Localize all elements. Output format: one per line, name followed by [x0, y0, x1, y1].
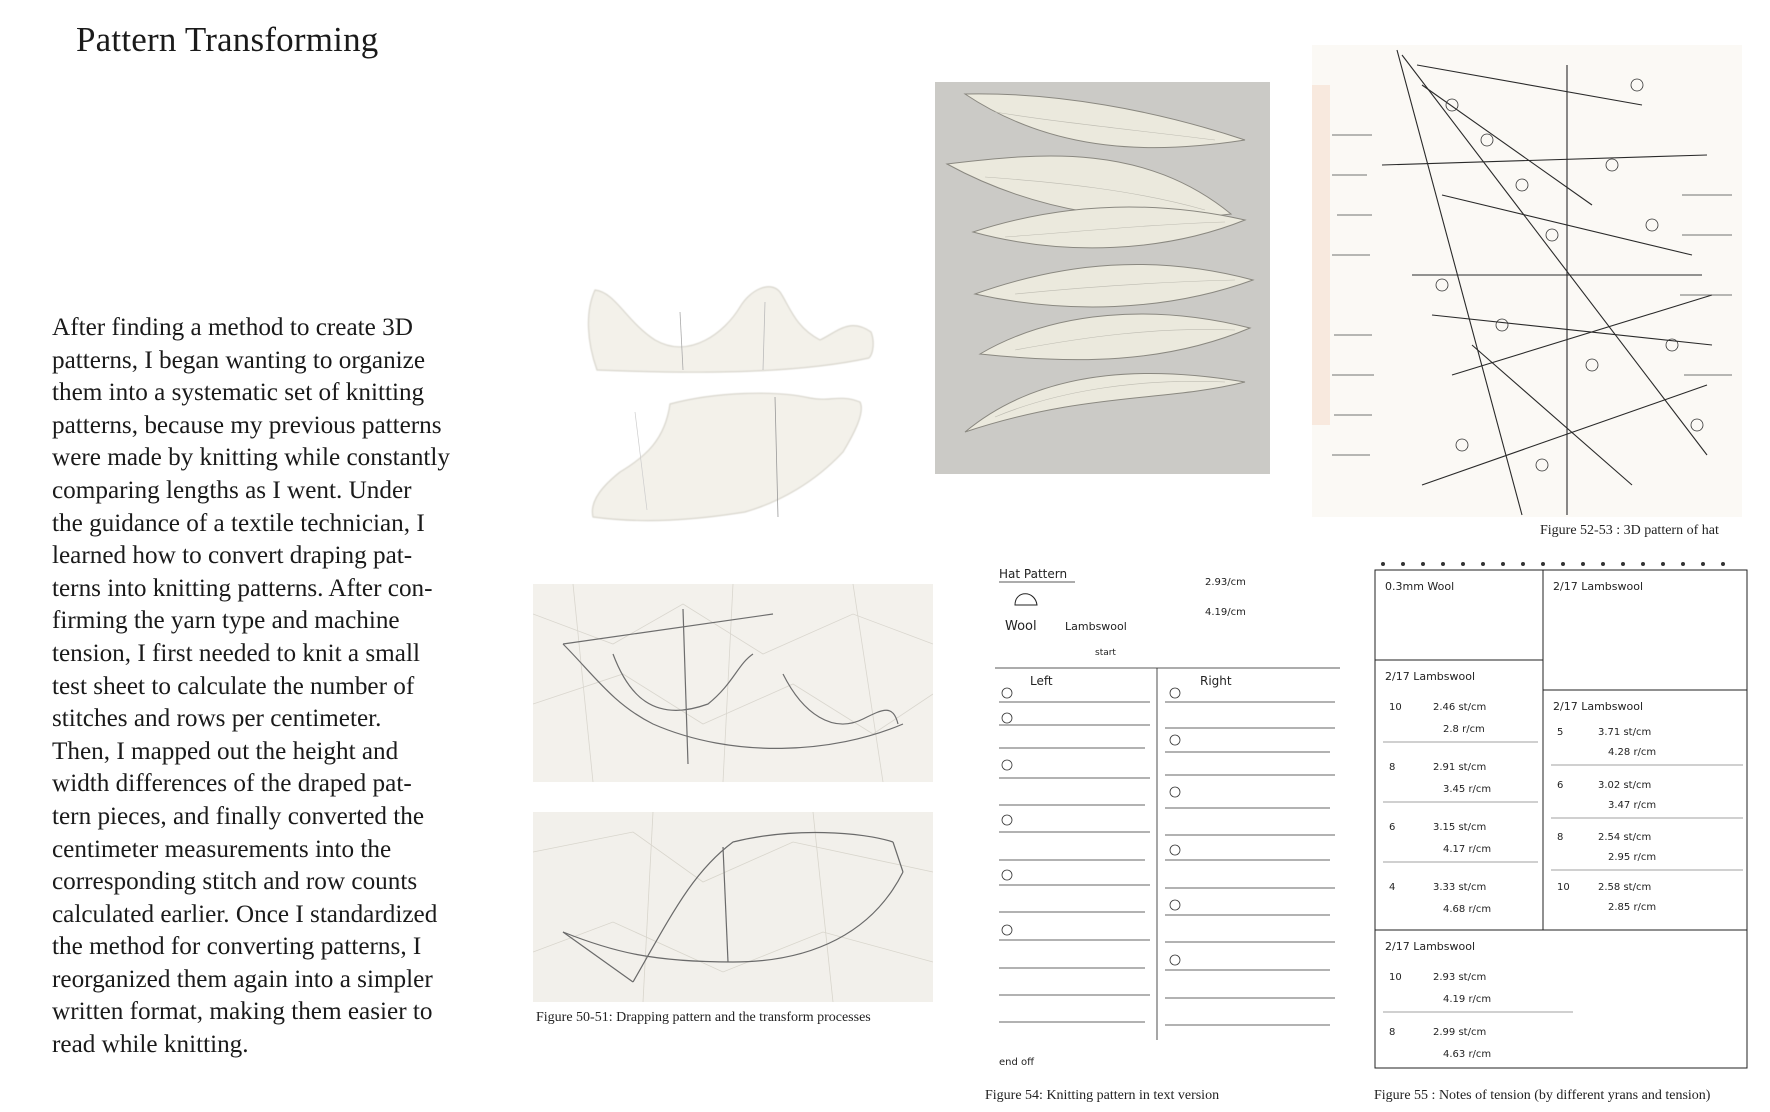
- tension-bottom-b-1: 4.19 r/cm: [1443, 994, 1492, 1005]
- notes-brand: Lambswool: [1065, 620, 1127, 633]
- tension-top-left: 0.3mm Wool: [1385, 580, 1455, 593]
- drape-pattern-photo-2: [533, 812, 933, 1002]
- tension-right-b-3: 2.95 r/cm: [1608, 852, 1657, 863]
- fabric-hat-pieces-photo: [935, 82, 1270, 474]
- tension-right-label-2: 6: [1557, 780, 1564, 791]
- tension-top-right: 2/17 Lambswool: [1553, 580, 1644, 593]
- tension-bottom-left: 2/17 Lambswool: [1385, 940, 1476, 953]
- tension-bottom-a-2: 2.99 st/cm: [1433, 1027, 1487, 1038]
- tension-left-label-2: 8: [1389, 762, 1396, 773]
- tension-left-a-4: 3.33 st/cm: [1433, 882, 1487, 893]
- caption-fig54: Figure 54: Knitting pattern in text version: [985, 1088, 1220, 1103]
- tension-right-a-4: 2.58 st/cm: [1598, 882, 1652, 893]
- tension-left-a-3: 3.15 st/cm: [1433, 822, 1487, 833]
- tension-left-label-3: 6: [1389, 822, 1396, 833]
- tension-left-label-4: 4: [1389, 882, 1396, 893]
- caption-fig52-53: Figure 52-53 : 3D pattern of hat: [1540, 523, 1719, 538]
- notes-left-col: Left: [1030, 674, 1053, 688]
- tension-right-label-3: 8: [1557, 832, 1564, 843]
- tension-mid-left: 2/17 Lambswool: [1385, 670, 1476, 683]
- notes-right-col: Right: [1200, 674, 1232, 688]
- paper-pattern-pieces-photo: [575, 262, 885, 532]
- body-paragraph: After finding a method to create 3D patterns, I began wanting to organize them into a systematic set of knitting patterns, because my previous patterns were made by knitting while constantly comparing lengths as I went. Under the guidance of a textile technician, I learned how to convert draping pat- terns into knitting patterns. After con- firming the yarn type and machine tension, I first needed to knit a small test sheet to calculate the number of stitches and rows per centimeter. Then, I mapped out the height and width differences of the draped pat- tern pieces, and finally converted the centimeter measurements into the corresponding stitch and row counts calculated earlier. Once I standardized the method for converting patterns, I reorganized them again into a simpler written format, making them easier to read while knitting.: [52, 314, 451, 1059]
- notes-header: Hat Pattern: [999, 567, 1068, 581]
- tension-left-b-4: 4.68 r/cm: [1443, 904, 1492, 915]
- caption-fig55: Figure 55 : Notes of tension (by different yrans and tension): [1374, 1088, 1711, 1103]
- tension-mid-right: 2/17 Lambswool: [1553, 700, 1644, 713]
- tension-left-a-1: 2.46 st/cm: [1433, 702, 1487, 713]
- tension-right-a-3: 2.54 st/cm: [1598, 832, 1652, 843]
- tension-right-b-4: 2.85 r/cm: [1608, 902, 1657, 913]
- drape-pattern-photo-1: [533, 584, 933, 782]
- tension-bottom-a-1: 2.93 st/cm: [1433, 972, 1487, 983]
- tension-left-b-3: 4.17 r/cm: [1443, 844, 1492, 855]
- tension-bottom-label-2: 8: [1389, 1027, 1396, 1038]
- tension-right-a-1: 3.71 st/cm: [1598, 727, 1652, 738]
- tension-bottom-b-2: 4.63 r/cm: [1443, 1049, 1492, 1060]
- notes-footer: end off: [999, 1057, 1035, 1068]
- knitting-pattern-notes: [985, 560, 1350, 1075]
- tension-right-label-4: 10: [1557, 882, 1570, 893]
- tension-right-label-1: 5: [1557, 727, 1564, 738]
- notes-start: start: [1095, 648, 1116, 658]
- tension-right-b-1: 4.28 r/cm: [1608, 747, 1657, 758]
- tension-notes: [1373, 560, 1749, 1070]
- tension-left-a-2: 2.91 st/cm: [1433, 762, 1487, 773]
- caption-fig50-51: Figure 50-51: Drapping pattern and the transform processes: [536, 1010, 871, 1025]
- hat-pattern-drafting-photo: [1312, 45, 1742, 517]
- tension-right-b-2: 3.47 r/cm: [1608, 800, 1657, 811]
- notes-gauge-1: 2.93/cm: [1205, 577, 1246, 588]
- notes-gauge-2: 4.19/cm: [1205, 607, 1246, 618]
- tension-left-b-1: 2.8 r/cm: [1443, 724, 1485, 735]
- page-title: Pattern Transforming: [76, 20, 379, 59]
- notes-yarn: Wool: [1005, 619, 1037, 634]
- tension-left-b-2: 3.45 r/cm: [1443, 784, 1492, 795]
- tension-left-label-1: 10: [1389, 702, 1402, 713]
- tension-bottom-label-1: 10: [1389, 972, 1402, 983]
- tension-right-a-2: 3.02 st/cm: [1598, 780, 1652, 791]
